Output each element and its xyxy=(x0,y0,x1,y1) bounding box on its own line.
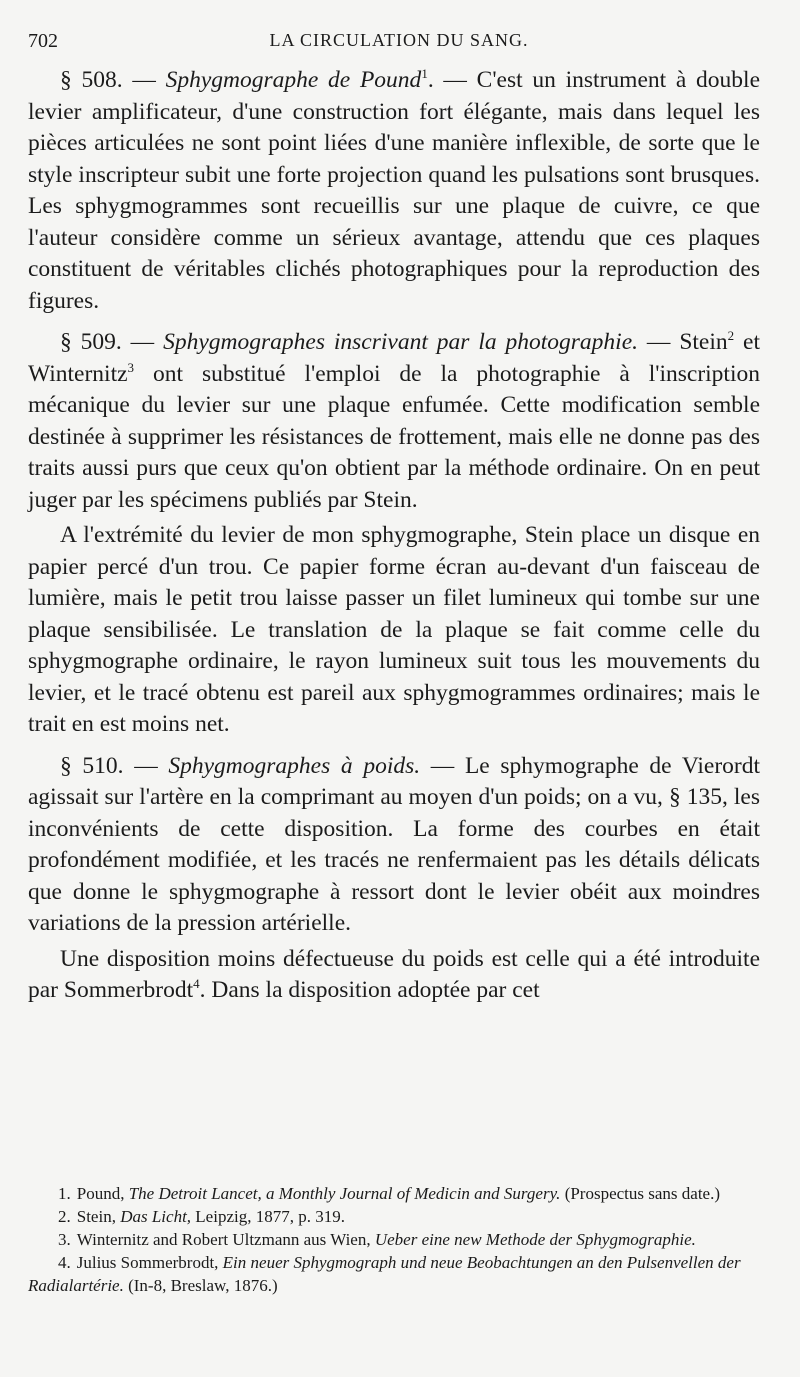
footnote-author: Pound, xyxy=(76,1184,125,1203)
footnote-number: 4. xyxy=(58,1253,71,1272)
footnote-ref-4[interactable]: 4 xyxy=(193,976,200,991)
section-509-paragraph xyxy=(28,327,760,516)
footnote-4 xyxy=(28,1251,772,1297)
footnote-work: Das Licht, xyxy=(120,1207,192,1226)
section-509-label: § 509. — xyxy=(60,329,155,355)
footnote-ref-2[interactable]: 2 xyxy=(727,328,735,343)
page-number: 702 xyxy=(28,30,58,52)
footnote-work: Ein neuer Sphygmograph und neue Beobachtungen an den Pulsenvellen der Radialartérie. xyxy=(28,1253,741,1295)
footnote-number: 1. xyxy=(58,1184,71,1203)
footnote-author: Winternitz and Robert Ultzmann aus Wien, xyxy=(76,1230,371,1249)
footnote-details: (In-8, Breslaw, 1876.) xyxy=(128,1276,278,1295)
footnote-3 xyxy=(28,1228,772,1251)
section-510-paragraph-2 xyxy=(28,944,760,1007)
footnote-1 xyxy=(28,1182,772,1205)
footnote-work: Ueber eine new Methode der Sphygmographie. xyxy=(374,1230,696,1249)
section-509-stein: Stein xyxy=(679,329,728,355)
section-509-dash: — xyxy=(638,329,680,355)
section-510-text: — Le sphymographe de Vierordt agissait sur l'artère en la comprimant au moyen d'un poids; on a vu, § 135, les inconvénients de cette disposition. La forme des courbes en était profondément modifiée, et les tracés ne renfermaient pas les détails délicats que donne le sphygmographe à ressort dont le levier obéit aux moindres variations de la pression artérielle. xyxy=(28,752,761,936)
section-508-text: . — C'est un instrument à double levier amplificateur, d'une construction fort élégante, mais dans lequel les pièces articulées ne sont point liées d'une manière inflexible, de sorte que le style inscripteur subit une forte projection quand les pulsations sont brusques. Les sphygmogrammes sont recueillis sur une plaque de cuivre, ce que l'auteur considère comme un sérieux avantage, attendu que ces plaques constituent de véritables clichés photographiques pour la reproduction des figures. xyxy=(28,67,761,314)
section-510-para2-end: . Dans la disposition adoptée par cet xyxy=(199,977,540,1003)
section-510-title: Sphygmographes à poids. xyxy=(168,752,421,779)
footnote-ref-3[interactable]: 3 xyxy=(127,359,135,375)
footnote-details: Leipzig, 1877, p. 319. xyxy=(195,1207,345,1226)
body-text xyxy=(28,65,760,1007)
section-509-paragraph-2: A l'extrémité du levier de mon sphygmographe, Stein place un disque en papier percé d'un trou. Ce papier forme écran au-devant d'un faisceau de lumière, mais le petit trou laisse passer un filet lumineux qui tombe sur une plaque sensibilisée. Le translation de la plaque se fait comme celle du sphygmographe ordinaire, le rayon lumineux suit tous les mouvements du levier, et le tracé obtenu est pareil aux sphygmogrammes ordinaires; mais le trait en est moins net. xyxy=(28,522,760,737)
footnote-work: The Detroit Lancet, a Monthly Journal of Medicin and Surgery. xyxy=(128,1184,561,1203)
section-508-paragraph xyxy=(28,65,760,317)
section-509-title: Sphygmographes inscrivant par la photographie. xyxy=(163,329,639,355)
section-509-winternitz: et Winternitz xyxy=(28,329,761,387)
section-508-label: § 508. — xyxy=(60,67,156,93)
footnotes xyxy=(28,1182,772,1297)
footnote-ref-1[interactable]: 1 xyxy=(421,66,428,81)
footnote-2 xyxy=(28,1205,772,1228)
footnote-author: Stein, xyxy=(76,1207,116,1226)
footnote-number: 3. xyxy=(58,1230,71,1249)
section-508-title: Sphygmographe de Pound xyxy=(165,67,422,93)
footnote-details: (Prospectus sans date.) xyxy=(564,1184,721,1203)
footnote-author: Julius Sommerbrodt, xyxy=(76,1253,219,1272)
running-head: LA CIRCULATION DU SANG. xyxy=(269,30,529,50)
section-510-label: § 510. — xyxy=(60,752,158,779)
page-header xyxy=(28,30,770,62)
section-510-para2-start: Une disposition moins défectueuse du poids est celle qui a été introduite par Sommerbrodt xyxy=(28,945,760,1003)
section-510-paragraph xyxy=(28,751,760,940)
footnote-number: 2. xyxy=(58,1207,71,1226)
section-509-text: ont substitué l'emploi de la photographie à l'inscription mécanique du levier sur une plaque enfumée. Cette modification semble destinée à supprimer les résistances de frottement, mais elle ne donne pas des traits aussi purs que ceux qu'on obtient par la méthode ordinaire. On en peut juger par les spécimens publiés par Stein. xyxy=(28,360,760,513)
